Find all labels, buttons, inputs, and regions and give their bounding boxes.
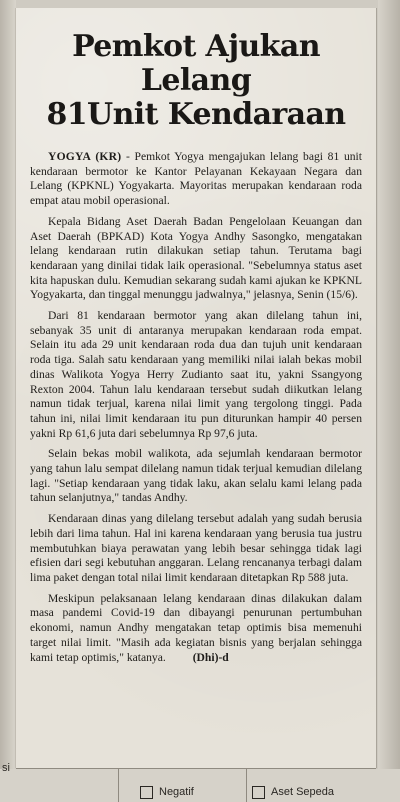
checkbox-option-aset-sepeda[interactable]: [252, 786, 334, 799]
article-paragraph-1-text: - Pemkot Yogya mengajukan lelang bagi 81 unit kendaraan bermotor ke Kantor Pelayanan Kekayaan Negara dan Lelang (KPKNL) Yogyakarta. Mayoritas merupakan kendaraan roda empat atau mobil operasional.: [30, 150, 362, 208]
checkbox-option-negatif[interactable]: [140, 786, 194, 799]
background-right-edge: [378, 0, 400, 802]
article-paragraph-1: [30, 150, 362, 209]
headline-line-2: 81Unit Kendaraan: [46, 97, 346, 132]
newspaper-clipping: [16, 8, 376, 768]
headline-line-1: Pemkot Ajukan Lelang: [72, 29, 320, 98]
headline: [34, 30, 358, 132]
partial-text-left: si: [2, 762, 10, 774]
form-divider-a: [118, 769, 119, 802]
article-paragraph-3: Dari 81 kendaraan bermotor yang akan dilelang tahun ini, sebanyak 35 unit di antaranya merupakan kendaraan roda empat. Selain itu ada 29 unit kendaraan roda dua dan tujuh unit kendaraan roda tiga. Salah satu kendaraan yang memiliki nilai ialah bekas mobil dinas Walikota Yogya Herry Zudianto saat itu, yakni Ssangyong Rexton 2004. Tahun lalu kendaraan tersebut sudah diikutkan lelang namun tidak terjual, karena nilai limit yang tergolong tinggi. Pada tahun ini, nilai limit kendaraan itu pun diturunkan hampir 40 persen yakni Rp 61,6 juta dari sebelumnya Rp 97,6 juta.: [30, 309, 362, 440]
checkbox-icon[interactable]: [140, 786, 153, 799]
background-left-edge: [0, 0, 16, 802]
checkbox-row: [120, 786, 400, 802]
author-signoff: (Dhi)-d: [192, 650, 229, 664]
checkbox-icon[interactable]: [252, 786, 265, 799]
checkbox-label-negatif: Negatif: [159, 786, 194, 798]
dateline: YOGYA (KR): [48, 150, 122, 163]
article-body: [30, 150, 362, 665]
article-paragraph-2: Kepala Bidang Aset Daerah Badan Pengelolaan Keuangan dan Aset Daerah (BPKAD) Kota Yogya Andhy Sasongko, mengatakan lelang kendaraan rutin dilakukan setiap tahun. Terutama bagi kendaraan yang dinilai tidak laik operasional. "Sebelumnya status aset kita hapuskan dulu. Kemudian sekarang sudah kami ajukan ke KPKNL Yogyakarta, dan tinggal menunggu jadwalnya," jelasnya, Senin (15/6).: [30, 214, 362, 302]
checkbox-label-aset-sepeda: Aset Sepeda: [271, 786, 334, 798]
article-paragraph-6: [30, 592, 362, 666]
article-paragraph-4: Selain bekas mobil walikota, ada sejumlah kendaraan bermotor yang tahun lalu sempat dilelang namun tidak terjual kemudian dilelang lagi. "Setiap kendaraan yang tidak laku, akan selalu kami lelang pada tahun selanjutnya," tandas Andhy.: [30, 447, 362, 505]
article-paragraph-6-text: Meskipun pelaksanaan lelang kendaraan dinas dilakukan dalam masa pandemi Covid-19 dan dibayangi penurunan pertumbuhan ekonomi, namun Andhy mengatakan tetap optimis bisa memenuhi target nilai limit. "Masih ada kegiatan bisnis yang berjalan sehingga kami tetap optimis," katanya.: [30, 591, 362, 664]
article-paragraph-5: Kendaraan dinas yang dilelang tersebut adalah yang sudah berusia lebih dari lima tahun. Hal ini karena kendaraan yang berusia tua justru membutuhkan biaya perawatan yang lebih besar sehingga tidak lagi efisien dari segi kebutuhan anggaran. Lelang rencananya terbagi dalam lima paket dengan total nilai limit kendaraan ditetapkan Rp 588 juta.: [30, 512, 362, 584]
